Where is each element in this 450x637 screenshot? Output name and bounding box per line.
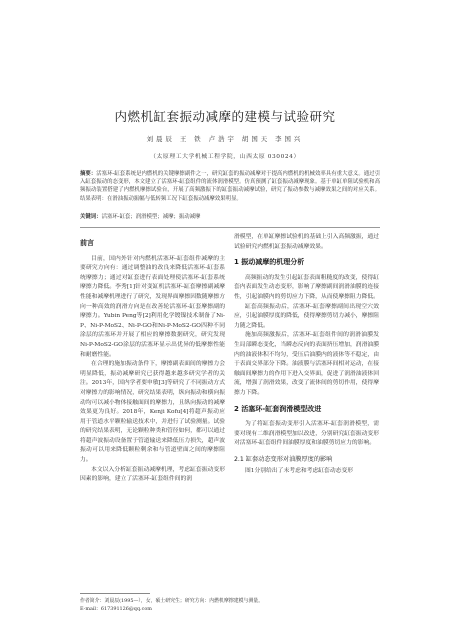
abstract-block [80,170,380,203]
keywords-text: 活塞环-缸套；润滑模型；减摩；振动减摩 [101,214,201,220]
author-footnote [80,598,380,614]
abstract-text: 活塞环-缸套系统是内燃机的关键摩擦副件之一，研究缸套的振动减摩对于提高内燃机的机械效率具有重大意义。通过引入缸套振动的态变形，本文建立了活塞环-缸套组件的流体润滑模型。仿真预测了缸套振动减摩现象。基于单缸单阻试验机和高频振动装置搭建了内燃机摩擦试验台，开展了高频激振下的缸套振动减摩试验，研究了振动参数与减摩效果之间的对应关系。结果表明：在滑油振动振幅与低转频工况下缸套振动减摩效果明显。 [80,171,380,202]
body-paragraph: 高频振动的发生引起缸套表面粗糙度的改变，使得缸套内表面发生动态变形，影响了摩擦副间润滑油膜的连接性，引起油膜内的剪切应力下降，从而使摩擦阻力降低。 [234,274,379,300]
paper-title: 内燃机缸套振动减摩的建模与试验研究 [114,109,336,124]
body-paragraph: 目前，国内外针对内燃机活塞环-缸套组件减摩的主要研究方向有：通过调整油的改良来降低活塞环-缸套系统摩擦力；通过对缸套进行表面处理使活塞环-缸套系统摩擦力降低。李秀[1]针对变缸机活塞环-缸套摩擦副减摩性能和减摩机理进行了研究，发现界面摩擦因数随摩擦方向一种高效的润滑方向是在改善轮活塞环-缸套摩擦副的摩擦力。Yubin Peng等[2]利用化学镀镍技术制备了Ni-P、Ni-P-MoS2、Ni-P-GO和Ni-P-MoS2-GO四种不同涂层的活塞环并开展了相应的摩擦数据研究，研究发现Ni-P-MoS2-GO涂层的活塞环显示出优异的低摩擦性能和耐磨性能。 [80,255,225,358]
footnote-divider [80,593,150,594]
left-column [80,233,225,485]
body-paragraph: 图1分别给出了未考虑和考虑缸套动态变形 [245,468,354,475]
section-heading: 2 活塞环-缸套润滑模型改进 [234,404,322,413]
footnote-author-bio: 作者简介：刘晨辰(1995—），女，硕士研究生；研究方向：内燃机摩擦建模与测量。 [80,598,264,604]
body-paragraph: 施加高频激振后，活塞环-缸套组件间的润滑油膜发生局部瞬态变化，当瞬态反向的表面挤压增加，润滑油膜内的油液体积不均匀，受压后油膜内的液体等不稳定，由于表面交界部分下降。油液膜与活塞环间相对运动，在接触面间摩擦力的作用下进入交界面，促进了润滑油液体回流，增强了润滑效果，改变了流体间的剪切作用，使得摩擦力下降。 [234,332,379,396]
right-column [234,233,379,477]
author-list: 刘晨辰 王 铁 卢浩宇 胡国天 李国兴 [146,135,304,143]
section-heading: 1 振动减摩的机理分析 [234,258,305,267]
section-divider [80,227,380,228]
abstract-label: 摘要： [80,171,97,177]
body-paragraph: 本文以入分析缸套振动减摩机理，考虑缸套振动变形因素的影响，建立了活塞环-缸套组件间的润 [80,466,225,483]
intro-heading: 前言 [80,239,94,247]
affiliation: （太原理工大学机械工程学院，山西太原 030024） [150,154,300,160]
keywords-label: 关键词： [80,214,102,220]
body-paragraph: 在合理的施加振动条件下，摩擦副表面间的摩擦力会明显降低，振动减摩研究已获得越来越多研究学者的关注。2013年，国内学者要申敏[3]等研究了不同振动方式对摩擦力的影响情况，研究结果表明，纵向振动和横向振动均可以减小物体接触面间的摩擦力，且纵向振动的减摩效果更为良好。2018年，Kenji Kofu[4]将超声振动应用于管道水平颗粒输送技术中，并进行了试验测量。试验的研究结果表明，无论颗粒种类和管径如何，都可以通过将超声波振动设备置于管道输送来降低压力损失，超声波振动可以用来降低颗粒剩余和与管道壁面之间的摩擦阻力。 [80,361,225,464]
body-paragraph: 为了将缸套振动变形引入活塞环-缸套润滑模型，需要对现有二维润滑模型加以改进，分别研究缸套振动变形对活塞环-缸套组件间油膜厚度和油膜剪切应力的影响。 [234,421,379,447]
footnote-email: E-mail：617391126@qq.com [80,605,152,612]
subsection-heading: 2.1 缸套动态变形对油膜厚度的影响 [234,455,333,463]
keywords-block [80,213,380,221]
body-paragraph: 滑模型，在单缸摩擦试验机的基础上引入高频激振，通过试验研究内燃机缸套振动减摩效果。 [234,234,379,250]
body-paragraph: 缸套高频振动后，活塞环-缸套摩擦副间出现空穴效应，引起油膜厚度的降低，使得摩擦剪切力减小，摩擦阻力随之降低。 [234,303,379,329]
